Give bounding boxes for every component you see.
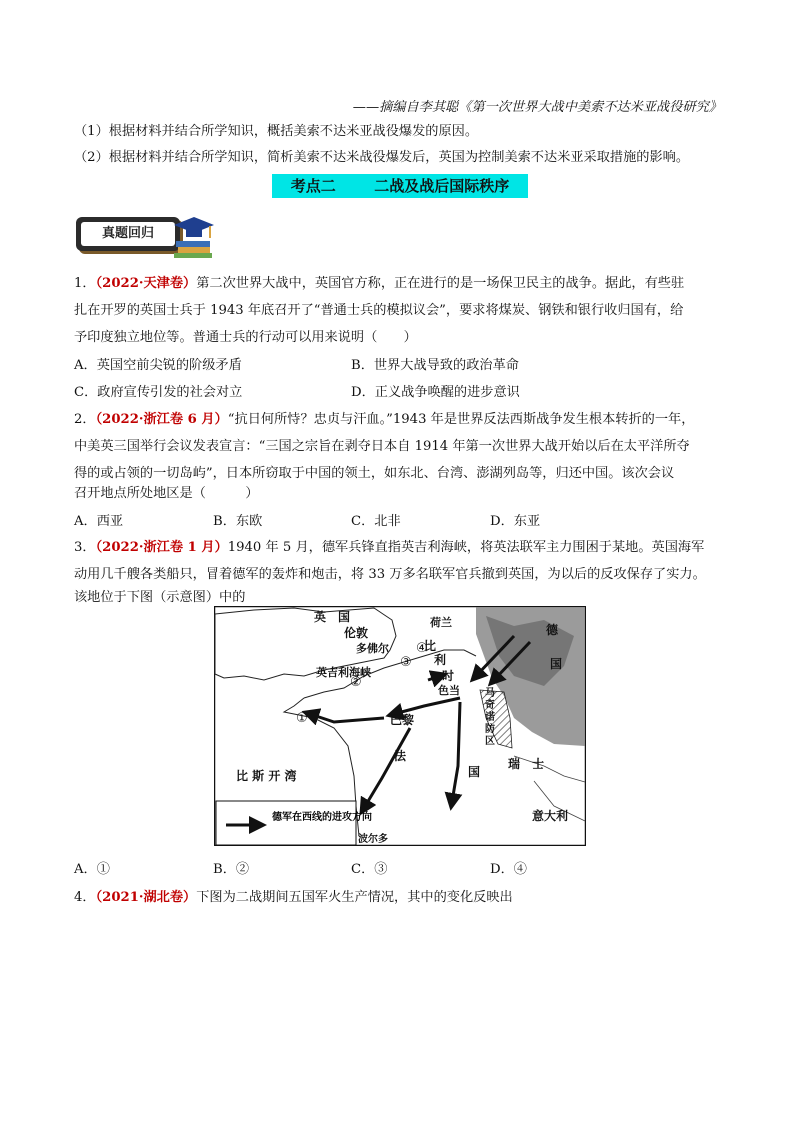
svg-text:防: 防 <box>485 724 495 735</box>
label-channel: 英吉利海峡 <box>316 666 371 679</box>
svg-text:区: 区 <box>485 736 495 747</box>
label-germany-1: 德 <box>546 623 559 637</box>
label-belgium-1: 比 <box>424 639 437 653</box>
marker-2: ② <box>350 675 362 690</box>
label-dover: 多佛尔 <box>356 642 389 655</box>
question-1-option-a: A．英国空前尖锐的阶级矛盾 <box>74 358 242 373</box>
question-2-line-2: 中美英三国举行会议发表宣言：“三国之宗旨在剥夺日本自 1914 年第一次世界大战开始以后在太平洋所夺 <box>74 439 690 454</box>
label-germany-2: 国 <box>550 657 563 671</box>
label-belgium-2: 利 <box>434 653 447 667</box>
question-3-line-2: 动用几千艘各类船只，冒着德军的轰炸和炮击，将 33 万多名联军官兵撤到英国，为以后的反攻保存了实力。 <box>74 567 706 582</box>
section-number: 考点二 <box>290 177 336 195</box>
label-paris: 巴黎 <box>390 713 415 727</box>
svg-text:马: 马 <box>485 688 495 699</box>
question-1-option-c: C．政府宣传引发的社会对立 <box>74 385 243 400</box>
exam-review-banner <box>76 211 216 259</box>
question-part-1: （1）根据材料并结合所学知识，概括美索不达米亚战役爆发的原因。 <box>74 124 479 139</box>
svg-text:奇: 奇 <box>485 700 495 711</box>
question-2-source: （2022·浙江卷 6 月） <box>95 412 228 427</box>
svg-text:诺: 诺 <box>485 712 495 723</box>
question-1-option-d: D．正义战争唤醒的进步意识 <box>351 385 520 400</box>
question-1-line-1: 1．（2022·天津卷）第二次世界大战中，英国官方称，正在进行的是一场保卫民主的战争。据此，有些驻 <box>74 276 685 291</box>
section-title: 二战及战后国际秩序 <box>374 177 510 195</box>
question-3-line-3: 该地位于下图（示意图）中的 <box>74 590 246 605</box>
label-uk: 英 国 <box>314 610 351 624</box>
question-part-2: （2）根据材料并结合所学知识，简析美索不达米战役爆发后，英国为控制美索不达米亚采取措施的影响。 <box>74 150 690 165</box>
question-2-line-1: 2．（2022·浙江卷 6 月）“抗日何所恃？忠贞与汗血。”1943 年是世界反法西斯战争发生根本转折的一年， <box>74 412 695 427</box>
question-2-option-c: C．北非 <box>351 514 401 529</box>
label-london: 伦敦 <box>344 626 369 640</box>
question-4-source: （2021·湖北卷） <box>95 890 197 905</box>
question-3-option-c: C．③ <box>351 862 388 877</box>
label-switzerland: 瑞 士 <box>508 757 545 771</box>
question-2-option-a: A．西亚 <box>74 514 124 529</box>
dunkirk-map <box>214 606 586 846</box>
question-3-option-a: A．① <box>74 862 110 877</box>
label-sedan: 色当 <box>438 684 460 697</box>
label-netherlands: 荷兰 <box>430 616 452 629</box>
question-3-line-1: 3．（2022·浙江卷 1 月）1940 年 5 月，德军兵锋直指英吉利海峡，将英法联军主力围困于某地。英国海军 <box>74 540 705 555</box>
question-2-option-d: D．东亚 <box>490 514 541 529</box>
marker-3: ③ <box>400 655 412 670</box>
question-1-option-b: B．世界大战导致的政治革命 <box>351 358 519 373</box>
question-4-line-1: 4．（2021·湖北卷）下图为二战期间五国军火生产情况，其中的变化反映出 <box>74 890 513 905</box>
graduation-cap-icon <box>172 211 216 259</box>
question-2-option-b: B．东欧 <box>213 514 263 529</box>
marker-4: ④ <box>416 641 428 656</box>
question-1-line-2: 扎在开罗的英国士兵于 1943 年底召开了“普通士兵的模拟议会”，要求将煤炭、钢铁和银行收归国有，给 <box>74 303 684 318</box>
question-3-option-d: D．④ <box>490 862 527 877</box>
label-italy: 意大利 <box>532 809 569 823</box>
section-heading <box>272 174 528 198</box>
question-3-source: （2022·浙江卷 1 月） <box>95 540 228 555</box>
question-3-option-b: B．② <box>213 862 250 877</box>
banner-label: 真题回归 <box>81 222 175 246</box>
question-1-source: （2022·天津卷） <box>95 276 197 291</box>
label-maginot <box>484 686 495 747</box>
map-legend <box>216 801 356 845</box>
question-2-line-3: 得的或占领的一切岛屿”，日本所窃取于中国的领土，如东北、台湾、澎湖列岛等，归还中国。该次会议 <box>74 466 675 481</box>
question-1-line-3: 予印度独立地位等。普通士兵的行动可以用来说明（ ） <box>74 330 417 345</box>
legend-text: 德军在西线的进攻方向 <box>272 812 372 823</box>
marker-1: ① <box>296 711 308 726</box>
source-citation: ——摘编自李其聪《第一次世界大战中美索不达米亚战役研究》 <box>352 100 722 115</box>
label-belgium-3: 时 <box>442 669 455 683</box>
label-france-1: 法 <box>394 749 407 763</box>
label-biscay: 比 斯 开 湾 <box>236 769 297 783</box>
label-france-2: 国 <box>468 765 481 779</box>
label-bordeaux: 波尔多 <box>358 834 388 845</box>
question-2-line-4: 召开地点所处地区是（ ） <box>74 486 259 501</box>
